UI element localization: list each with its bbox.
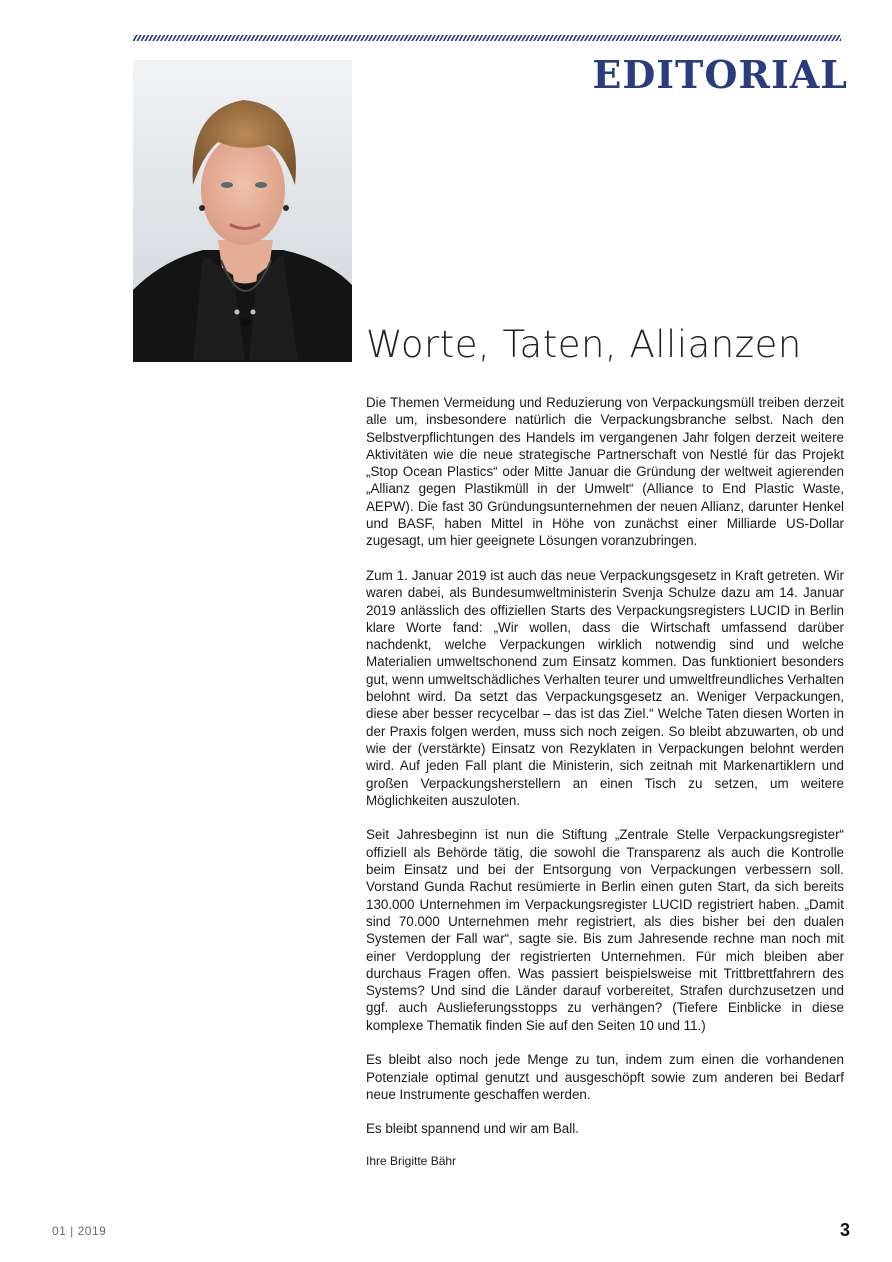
article-body bbox=[366, 394, 844, 1155]
page-number: 3 bbox=[839, 1220, 850, 1240]
article-paragraph: Es bleibt spannend und wir am Ball. bbox=[366, 1121, 579, 1137]
article-headline: Worte, Taten, Allianzen bbox=[366, 323, 802, 366]
article-paragraph: Es bleibt also noch jede Menge zu tun, indem zum einen die vorhandenen Potenziale optimal genutzt und ausgeschöpft sowie zum anderen bei Bedarf neue Instrumente geschaffen werden. bbox=[366, 1052, 844, 1102]
section-title: EDITORIAL bbox=[592, 52, 848, 97]
article-paragraph: Seit Jahresbeginn ist nun die Stiftung „Zentrale Stelle Verpackungsregister“ offiziell als Behörde tätig, die sowohl die Transparenz als auch die Kontrolle beim Einsatz und bei der Entsorgung von Verpackungen verbessern soll. Vorstand Gunda Rachut resümierte in Berlin einen guten Start, da sich bereits 130.000 Unternehmen im Verpackungsregister LUCID registriert haben. „Damit sind 70.000 Unternehmen mehr registriert, als dies bisher bei den dualen Systemen der Fall war“, sagte sie. Bis zum Jahresende rechne man noch mit einer Verdopplung der registrierten Unternehmen. Für mich bleiben aber durchaus Fragen offen. Was passiert beispielsweise mit Trittbrettfahrern des Systems? Und sind die Länder darauf vorbereitet, Strafen durchzusetzen und ggf. auch Auslieferungsstopps zu verhängen? (Tiefere Einblicke in diese komplexe Thematik finden Sie auf den Seiten 10 und 11.) bbox=[366, 827, 844, 1033]
author-signature: Ihre Brigitte Bähr bbox=[366, 1154, 457, 1168]
article-paragraph: Die Themen Vermeidung und Reduzierung von Verpackungsmüll treiben derzeit alle um, insbesondere natürlich die Verpackungsbranche selbst. Nach den Selbstverpflichtungen des Handels im vergangenen Jahr folgen derzeit weitere Aktivitäten wie die neue strategische Partnerschaft von Nestlé für das Projekt „Stop Ocean Plastics“ oder Mitte Januar die Gründung der weltweit agierenden „Allianz gegen Plastikmüll in der Umwelt“ (Alliance to End Plastic Waste, AEPW). Die fast 30 Gründungsunternehmen der neuen Allianz, darunter Henkel und BASF, haben Mittel in Höhe von zunächst einer Milliarde US-Dollar zugesagt, um hier geeignete Lösungen voranzubringen. bbox=[366, 395, 844, 549]
article-paragraph: Zum 1. Januar 2019 ist auch das neue Verpackungsgesetz in Kraft getreten. Wir waren dabei, als Bundesumweltministerin Svenja Schulze dazu am 14. Januar 2019 anlässlich des offiziellen Starts des Verpackungsregisters LUCID in Berlin klare Worte fand: „Wir wollen, dass die Wirtschaft umfassend darüber nachdenkt, welche Verpackungen wirklich notwendig sind und welche Materialien umweltschonend zum Einsatz kommen. Das funktioniert besonders gut, wenn umweltschädliches Verhalten teurer und umweltfreundliches Verhalten belohnt wird. Da setzt das Verpackungsgesetz an. Weniger Verpackungen, diese aber besser recycelbar – das ist das Ziel.“ Welche Taten diesen Worten in der Praxis folgen werden, muss sich noch zeigen. So bleibt abzuwarten, ob und wie der (verstärkte) Einsatz von Rezyklaten in Verpackungen belohnt werden wird. Auf jeden Fall plant die Ministerin, sich zeitnah mit Markenartiklern und großen Verpackungsherstellern an einen Tisch zu setzen, um weitere Möglichkeiten auszuloten. bbox=[366, 567, 844, 808]
issue-label: 01 | 2019 bbox=[52, 1224, 107, 1238]
decorative-stripe-divider bbox=[133, 35, 841, 41]
author-portrait-photo bbox=[133, 60, 352, 362]
